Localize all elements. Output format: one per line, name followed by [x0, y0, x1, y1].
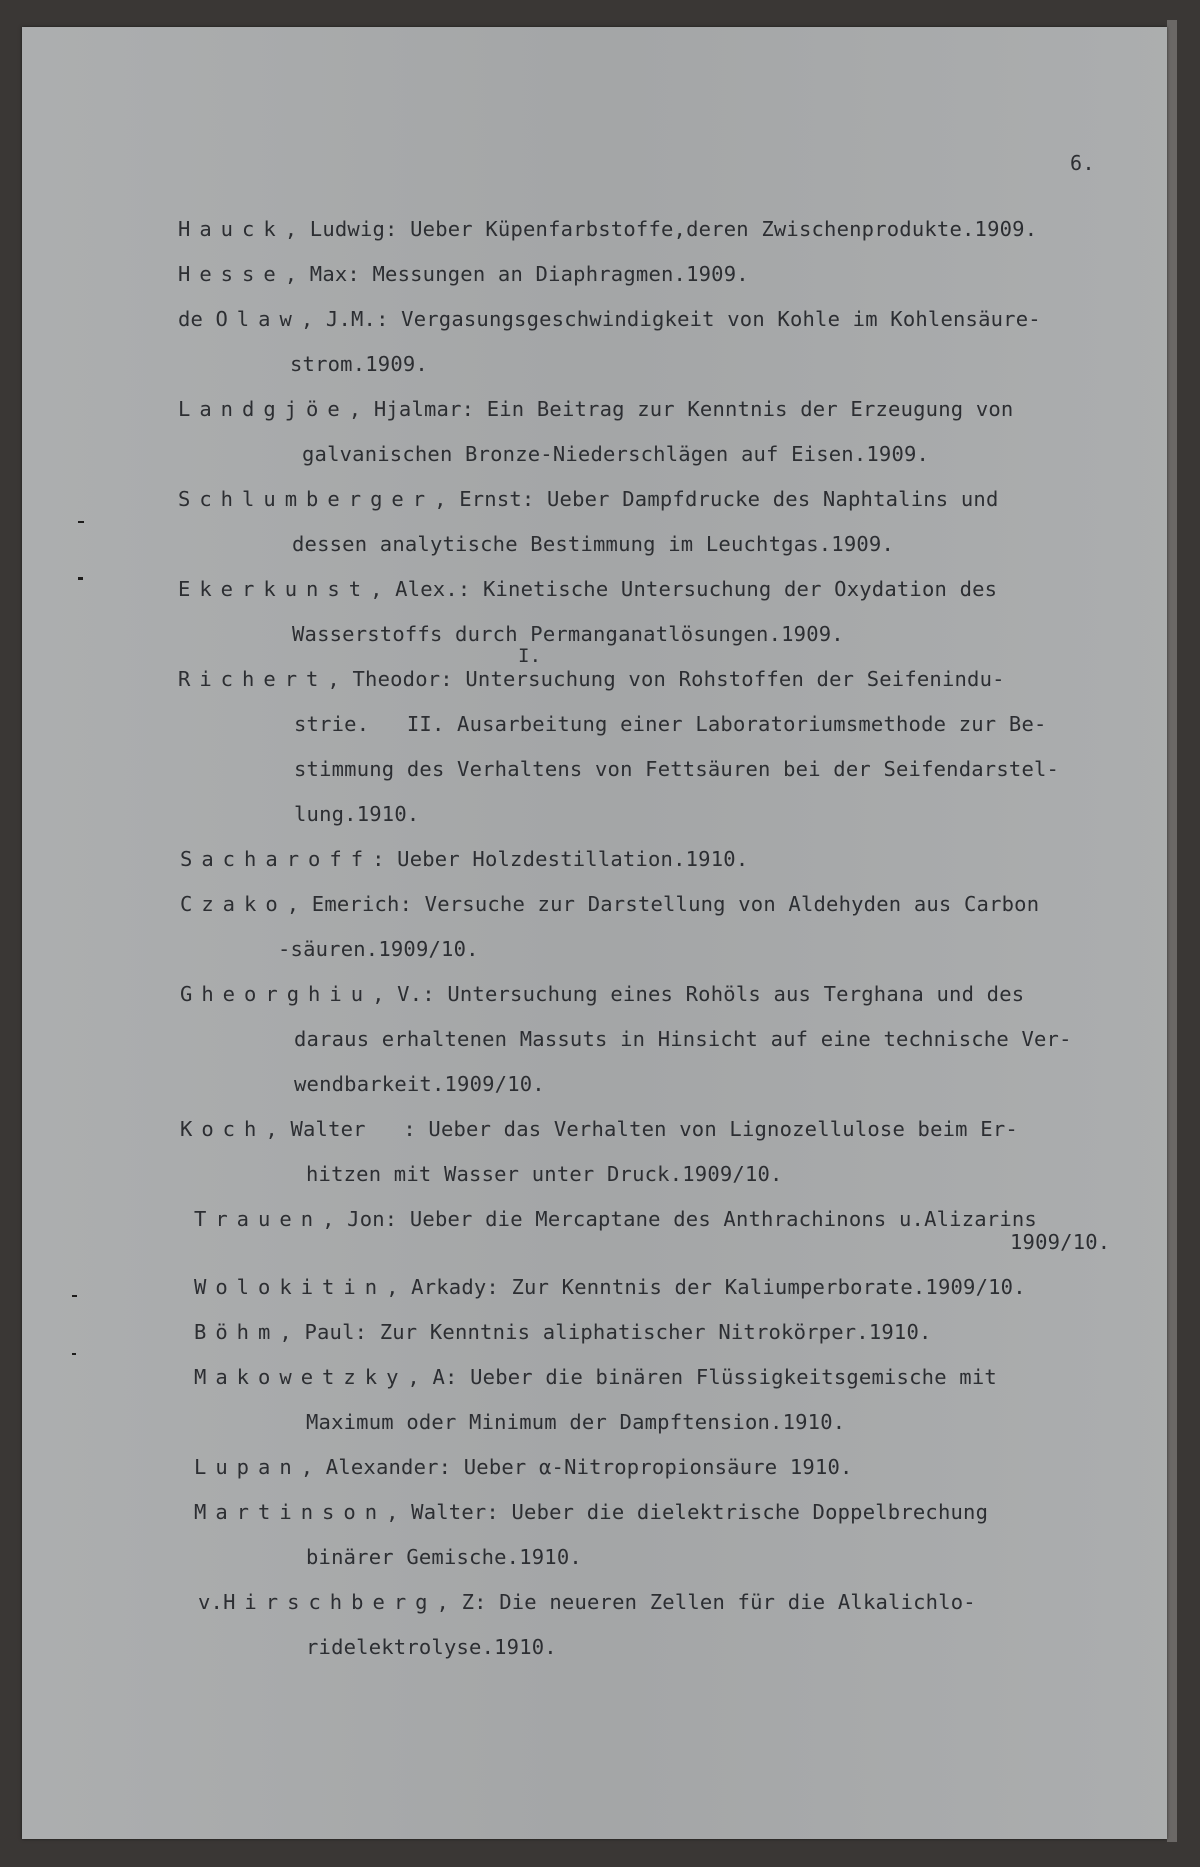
entry-landgjoe [178, 399, 1013, 420]
entry-continuation: -säuren.1909/10. [278, 937, 479, 961]
entry-continuation: dessen analytische Bestimmung im Leuchtgas.1909. [292, 532, 895, 556]
entry-title: , Max: Messungen an Diaphragmen.1909. [284, 262, 749, 286]
margin-mark [78, 521, 84, 523]
entry-makowetzky [194, 1367, 997, 1388]
entry-continuation: galvanischen Bronze-Niederschlägen auf Eisen.1909. [302, 442, 930, 466]
entry-continuation: 1909/10. [1010, 1230, 1111, 1254]
entry-richert [178, 669, 1005, 690]
entry-title: , Emerich: Versuche zur Darstellung von Aldehyden aus Carbon [286, 892, 1040, 916]
author-name: Richert [178, 667, 328, 691]
entry-title: , Z: Die neueren Zellen für die Alkalichlo- [436, 1590, 976, 1614]
entry-bohm [194, 1322, 932, 1343]
entry-sacharoff [180, 849, 748, 870]
author-name: Makowetzky [194, 1365, 408, 1389]
entry-title: , Walter : Ueber das Verhalten von Lignozellulose beim Er- [265, 1117, 1018, 1141]
author-prefix: v. [198, 1590, 224, 1614]
entry-title: , A: Ueber die binären Flüssigkeitsgemische mit [407, 1365, 997, 1389]
entry-continuation: binärer Gemische.1910. [306, 1545, 582, 1569]
entry-continuation: wendbarkeit.1909/10. [294, 1072, 545, 1096]
entry-hesse [178, 264, 749, 285]
entry-continuation: Wasserstoffs durch Permanganatlösungen.1909. [292, 622, 844, 646]
page-number: 6. [1070, 151, 1096, 175]
entry-trauen [194, 1209, 1037, 1230]
entry-title: , Ludwig: Ueber Küpenfarbstoffe,deren Zwischenprodukte.1909. [284, 217, 1038, 241]
author-name: Schlumberger [178, 487, 435, 511]
entry-title: , Ernst: Ueber Dampfdrucke des Naphtalins und [434, 487, 999, 511]
entry-title: , V.: Untersuchung eines Rohöls aus Terghana und des [372, 982, 1025, 1006]
entry-lupan [194, 1457, 853, 1478]
entry-title: , Alexander: Ueber α-Nitropropionsäure 1910. [300, 1455, 853, 1479]
author-name: Gheorghiu [180, 982, 373, 1006]
entry-title: , Paul: Zur Kenntnis aliphatischer Nitrokörper.1910. [279, 1320, 932, 1344]
entry-gheorghiu [180, 984, 1024, 1005]
entry-czako [180, 894, 1039, 915]
entry-continuation: hitzen mit Wasser unter Druck.1909/10. [306, 1162, 783, 1186]
entry-ekerkunst [178, 579, 997, 600]
roman-numeral-note: I. [518, 645, 542, 667]
document-page [22, 27, 1167, 1839]
author-name: Landgjöe [178, 397, 349, 421]
author-name: Martinson [194, 1500, 387, 1524]
entry-continuation: Maximum oder Minimum der Dampftension.1910. [306, 1410, 846, 1434]
entry-wolokitin [194, 1277, 1026, 1298]
entry-title: , Theodor: Untersuchung von Rohstoffen der Seifenindu- [327, 667, 1005, 691]
entry-continuation: lung.1910. [294, 802, 420, 826]
margin-mark [78, 577, 83, 580]
author-name: Czako [180, 892, 287, 916]
author-name: Hauck [178, 217, 285, 241]
entry-title: , Arkady: Zur Kenntnis der Kaliumperborate.1909/10. [386, 1275, 1026, 1299]
entry-continuation: ridelektrolyse.1910. [306, 1635, 557, 1659]
entry-title: , Walter: Ueber die dielektrische Doppelbrechung [386, 1500, 989, 1524]
entry-hirschberg [198, 1592, 976, 1613]
entry-continuation: strom.1909. [290, 352, 428, 376]
entry-title: , J.M.: Vergasungsgeschwindigkeit von Kohle im Kohlensäure- [300, 307, 1041, 331]
author-name: Sacharoff [180, 847, 373, 871]
entry-continuation: daraus erhaltenen Massuts in Hinsicht auf eine technische Ver- [294, 1027, 1072, 1051]
author-name: Wolokitin [194, 1275, 387, 1299]
entry-olaw [178, 309, 1041, 330]
author-name: Hesse [178, 262, 285, 286]
entry-title: , Hjalmar: Ein Beitrag zur Kenntnis der Erzeugung von [348, 397, 1014, 421]
margin-mark [72, 1353, 76, 1355]
author-prefix: de [178, 307, 204, 331]
author-name: Lupan [194, 1455, 301, 1479]
entry-schlumberger [178, 489, 999, 510]
entry-title: , Jon: Ueber die Mercaptane des Anthrachinons u.Alizarins [322, 1207, 1037, 1231]
margin-mark [72, 1295, 77, 1297]
author-name: Trauen [194, 1207, 323, 1231]
entry-continuation: stimmung des Verhaltens von Fettsäuren bei der Seifendarstel- [294, 757, 1060, 781]
author-name: Olaw [215, 307, 301, 331]
page-edge [1167, 20, 1177, 1842]
entry-title: : Ueber Holzdestillation.1910. [372, 847, 749, 871]
entry-continuation: strie. II. Ausarbeitung einer Laboratoriumsmethode zur Be- [294, 712, 1047, 736]
author-name: Böhm [194, 1320, 280, 1344]
entry-hauck [178, 219, 1037, 240]
entry-title: , Alex.: Kinetische Untersuchung der Oxydation des [370, 577, 998, 601]
entry-martinson [194, 1502, 988, 1523]
author-name: Ekerkunst [178, 577, 371, 601]
entry-koch [180, 1119, 1018, 1140]
author-name: Koch [180, 1117, 266, 1141]
author-name: Hirschberg [223, 1590, 437, 1614]
